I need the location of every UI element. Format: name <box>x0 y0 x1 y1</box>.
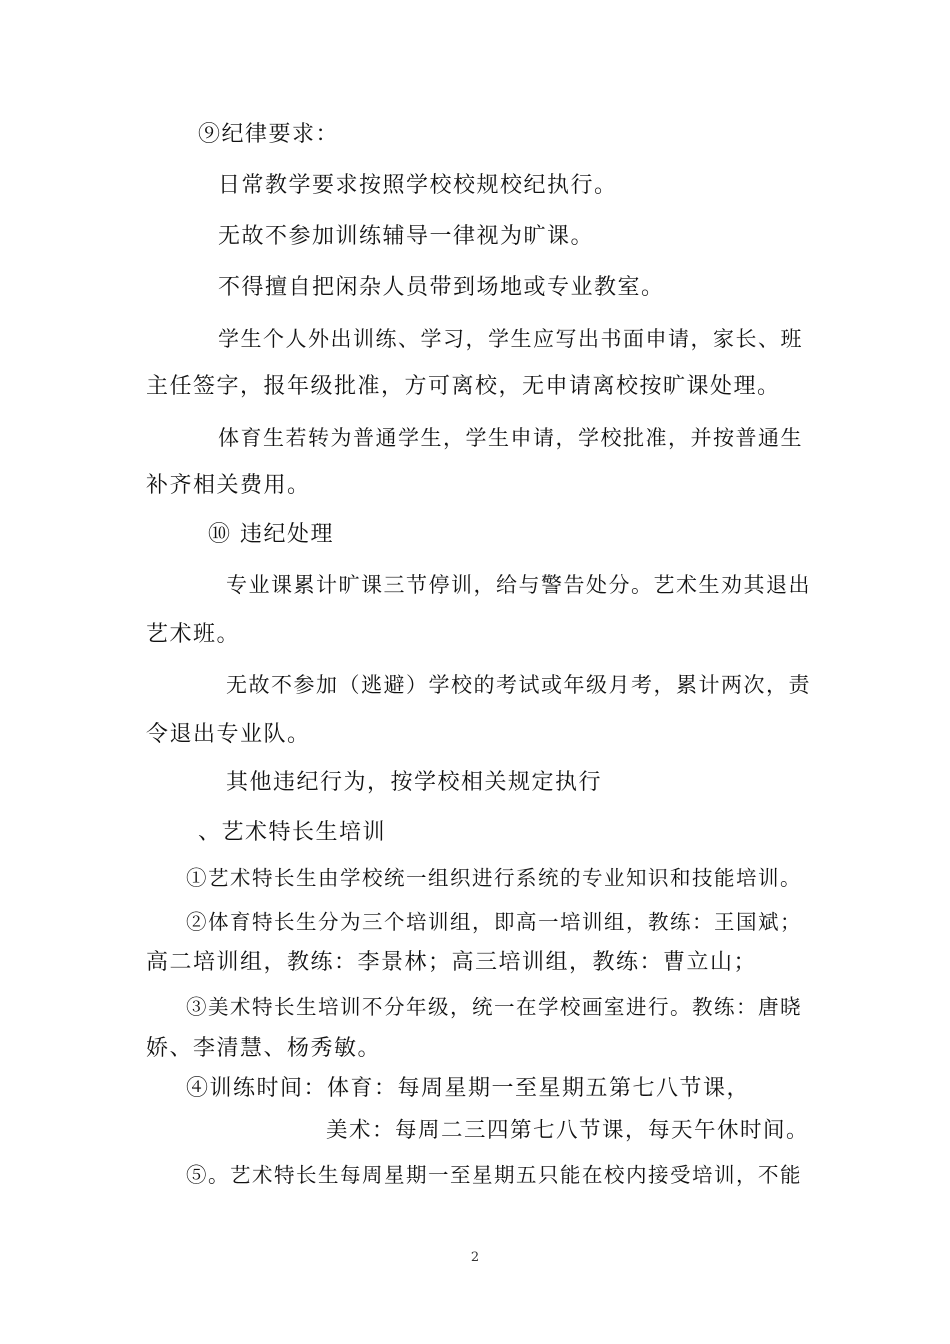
text-line-22: 美术：每周二三四第七八节课，每天午休时间。 <box>326 1118 810 1143</box>
text-line-8: 补齐相关费用。 <box>146 473 311 498</box>
text-line-3: 无故不参加训练辅导一律视为旷课。 <box>218 224 595 249</box>
text-line-7: 体育生若转为普通学生，学生申请，学校批准，并按普通生 <box>218 426 803 450</box>
text-line-1: ⑨纪律要求： <box>198 122 340 147</box>
text-line-10: 专业课累计旷课三节停训，给与警告处分。艺术生劝其退出 <box>226 573 811 597</box>
text-line-20: 娇、李清慧、杨秀敏。 <box>146 1036 382 1061</box>
page-number: 2 <box>470 1250 480 1265</box>
text-line-23: ⑤。艺术特长生每周星期一至星期五只能在校内接受培训，不能 <box>186 1163 802 1187</box>
section-heading-10: ⑩ 违纪处理 <box>208 522 334 547</box>
text-line-21: ④训练时间：体育：每周星期一至星期五第七八节课， <box>186 1076 751 1101</box>
text-line-16: ①艺术特长生由学校统一组织进行系统的专业知识和技能培训。 <box>186 866 802 890</box>
text-line-14: 其他违纪行为，按学校相关规定执行 <box>226 770 603 795</box>
text-line-11: 艺术班。 <box>146 622 241 647</box>
text-line-17: ②体育特长生分为三个培训组，即高一培训组，教练：王国斌； <box>186 910 802 934</box>
text-line-19: ③美术特长生培训不分年级，统一在学校画室进行。教练：唐晓 <box>186 995 802 1019</box>
text-line-12: 无故不参加（逃避）学校的考试或年级月考，累计两次，责 <box>226 673 811 697</box>
section-heading-art: 、艺术特长生培训 <box>198 820 387 845</box>
text-line-2: 日常教学要求按照学校校规校纪执行。 <box>218 173 618 198</box>
text-line-6: 主任签字，报年级批准，方可离校，无申请离校按旷课处理。 <box>146 374 781 399</box>
text-line-18: 高二培训组，教练：李景林；高三培训组，教练：曹立山； <box>146 950 758 975</box>
text-line-13: 令退出专业队。 <box>146 722 311 747</box>
text-line-4: 不得擅自把闲杂人员带到场地或专业教室。 <box>218 275 665 300</box>
text-line-5: 学生个人外出训练、学习，学生应写出书面申请，家长、班 <box>218 327 803 351</box>
